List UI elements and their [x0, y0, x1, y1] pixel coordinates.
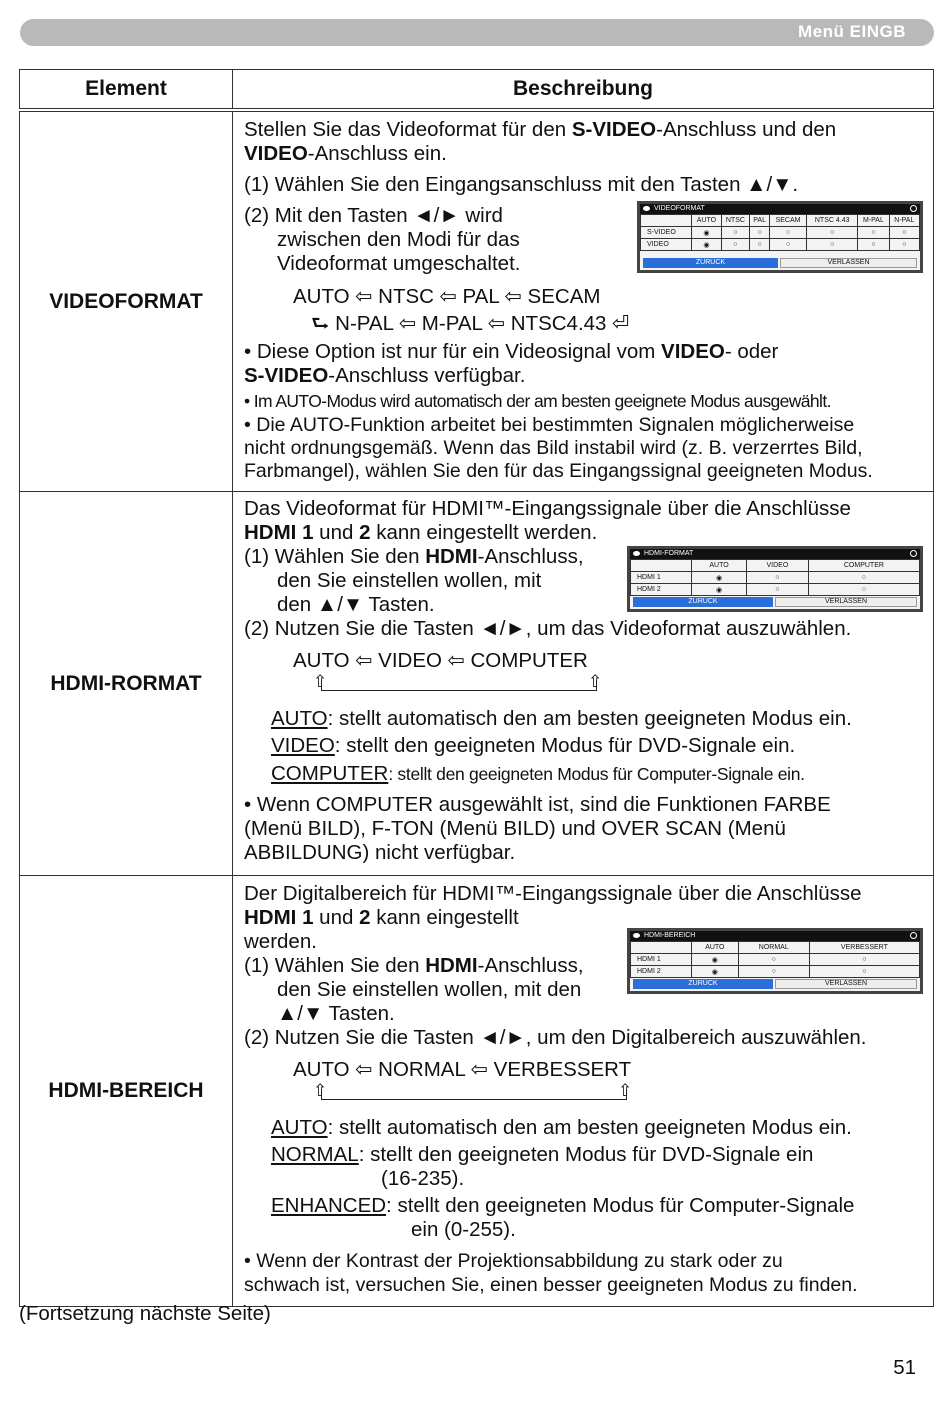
radio-icon[interactable]: ○ — [738, 954, 809, 966]
osd-row-label: S-VIDEO — [641, 227, 692, 239]
loop-arrow-up-icon: ⇧ — [313, 1081, 328, 1100]
definition-line: AUTO: stellt automatisch den am besten geeigneten Modus ein. — [271, 707, 852, 730]
osd-title: HDMI-BEREICH — [644, 932, 696, 939]
projector-icon — [633, 933, 640, 938]
radio-icon[interactable]: ○ — [807, 227, 858, 239]
osd-col: M-PAL — [858, 215, 889, 227]
osd-col: VERBESSERT — [809, 942, 919, 954]
osd-exit-button[interactable]: VERLASSEN — [775, 597, 917, 607]
settings-icon — [910, 932, 917, 939]
radio-icon[interactable]: ○ — [808, 572, 919, 584]
osd-title: HDMI-FORMAT — [644, 550, 694, 557]
desc-line: ▲/▼ Tasten. — [277, 1002, 395, 1025]
radio-icon[interactable]: ○ — [809, 966, 919, 978]
osd-grid — [630, 559, 920, 596]
desc-line: (2) Nutzen Sie die Tasten ◄/►, um das Videoformat auszuwählen. — [244, 617, 852, 640]
osd-back-button[interactable]: ZURÜCK — [633, 979, 773, 989]
radio-icon[interactable]: ○ — [858, 227, 889, 239]
osd-col: AUTO — [692, 942, 739, 954]
desc-line: • Diese Option ist nur für ein Videosignal vom VIDEO- oder — [244, 340, 779, 363]
desc-line: Der Digitalbereich für HDMI™-Eingangssignale über die Anschlüsse — [244, 882, 862, 905]
osd-col: AUTO — [692, 215, 721, 227]
loop-line — [321, 1089, 627, 1100]
osd-col: N-PAL — [889, 215, 919, 227]
osd-videoformat-menu — [637, 201, 923, 273]
desc-line: den ▲/▼ Tasten. — [277, 593, 435, 616]
desc-line: (2) Nutzen Sie die Tasten ◄/►, um den Digitalbereich auszuwählen. — [244, 1026, 867, 1049]
table-row — [20, 876, 934, 1307]
radio-icon[interactable]: ○ — [769, 239, 806, 251]
desc-line: schwach ist, versuchen Sie, einen besser geeigneten Modus zu finden. — [244, 1274, 858, 1296]
osd-exit-button[interactable]: VERLASSEN — [780, 258, 917, 268]
osd-col: PAL — [750, 215, 770, 227]
projector-icon — [633, 551, 640, 556]
mode-cycle: AUTO ⇦ NORMAL ⇦ VERBESSERT — [293, 1058, 632, 1081]
osd-back-button[interactable]: ZURÜCK — [633, 597, 773, 607]
desc-line: den Sie einstellen wollen, mit den — [277, 978, 582, 1001]
radio-selected-icon[interactable]: ◉ — [692, 966, 739, 978]
mode-cycle: AUTO ⇦ VIDEO ⇦ COMPUTER — [293, 649, 588, 672]
element-name: HDMI-BEREICH — [20, 876, 233, 1307]
desc-line: (1) Wählen Sie den HDMI-Anschluss, — [244, 954, 584, 977]
element-name: HDMI-RORMAT — [20, 492, 233, 876]
continued-note: (Fortsetzung nächste Seite) — [19, 1302, 271, 1325]
osd-title: VIDEOFORMAT — [654, 205, 705, 212]
radio-icon[interactable]: ○ — [889, 239, 919, 251]
loop-arrow-up-icon: ⇧ — [313, 672, 328, 691]
column-header-element: Element — [20, 70, 233, 111]
desc-line: (1) Wählen Sie den Eingangsanschluss mit den Tasten ▲/▼. — [244, 173, 799, 196]
radio-icon[interactable]: ○ — [721, 227, 750, 239]
osd-col: NTSC 4.43 — [807, 215, 858, 227]
settings-icon — [910, 550, 917, 557]
loop-arrow-up-icon: ⇧ — [618, 1081, 633, 1100]
definition-line: AUTO: stellt automatisch den am besten geeigneten Modus ein. — [271, 1116, 852, 1139]
osd-grid — [630, 941, 920, 978]
desc-line: Das Videoformat für HDMI™-Eingangssignale über die Anschlüsse — [244, 497, 851, 520]
loop-arrow-up-icon: ⇧ — [588, 672, 603, 691]
desc-line: werden. — [244, 930, 317, 953]
radio-icon[interactable]: ○ — [769, 227, 806, 239]
desc-line: Farbmangel), wählen Sie den für das Eingangssignal geeigneten Modus. — [244, 460, 873, 482]
definition-line: COMPUTER: stellt den geeigneten Modus für Computer-Signale ein. — [271, 762, 805, 785]
osd-exit-button[interactable]: VERLASSEN — [775, 979, 917, 989]
osd-row-label: VIDEO — [641, 239, 692, 251]
osd-col: VIDEO — [747, 560, 809, 572]
radio-icon[interactable]: ○ — [747, 572, 809, 584]
radio-icon[interactable]: ○ — [807, 239, 858, 251]
definition-line: ein (0-255). — [411, 1218, 516, 1241]
radio-icon[interactable]: ○ — [809, 954, 919, 966]
desc-line: HDMI 1 und 2 kann eingestellt werden. — [244, 521, 598, 544]
column-header-description: Beschreibung — [233, 70, 934, 111]
desc-line: (Menü BILD), F-TON (Menü BILD) und OVER SCAN (Menü — [244, 817, 786, 840]
radio-selected-icon[interactable]: ◉ — [692, 572, 747, 584]
page-number: 51 — [893, 1356, 916, 1379]
radio-icon[interactable]: ○ — [889, 227, 919, 239]
radio-icon[interactable]: ○ — [858, 239, 889, 251]
desc-line: • Im AUTO-Modus wird automatisch der am besten geeignete Modus ausgewählt. — [244, 391, 831, 411]
desc-line: zwischen den Modi für das — [277, 228, 520, 251]
desc-line: ABBILDUNG) nicht verfügbar. — [244, 841, 516, 864]
description-cell — [233, 492, 934, 876]
description-cell — [233, 876, 934, 1307]
desc-line: Stellen Sie das Videoformat für den S-VIDEO-Anschluss und den — [244, 118, 837, 141]
desc-line: • Die AUTO-Funktion arbeitet bei bestimmten Signalen möglicherweise — [244, 414, 855, 436]
radio-selected-icon[interactable]: ◉ — [692, 954, 739, 966]
osd-row-label: HDMI 1 — [631, 572, 692, 584]
osd-row-label: HDMI 2 — [631, 966, 692, 978]
desc-line: S-VIDEO-Anschluss verfügbar. — [244, 364, 526, 387]
desc-line: den Sie einstellen wollen, mit — [277, 569, 542, 592]
description-cell — [233, 110, 934, 492]
definition-line: VIDEO: stellt den geeigneten Modus für DVD-Signale ein. — [271, 734, 796, 757]
desc-line: • Wenn der Kontrast der Projektionsabbildung zu stark oder zu — [244, 1250, 783, 1272]
osd-hdmi-range-menu — [627, 928, 923, 994]
settings-icon — [910, 205, 917, 212]
osd-col: AUTO — [692, 560, 747, 572]
desc-line: HDMI 1 und 2 kann eingestellt — [244, 906, 519, 929]
desc-line: • Wenn COMPUTER ausgewählt ist, sind die Funktionen FARBE — [244, 793, 831, 816]
osd-col: COMPUTER — [808, 560, 919, 572]
osd-grid — [640, 214, 920, 251]
osd-col: NORMAL — [738, 942, 809, 954]
menu-table — [19, 69, 934, 1307]
table-row — [20, 492, 934, 876]
osd-col: SECAM — [769, 215, 806, 227]
mode-cycle: AUTO ⇦ NTSC ⇦ PAL ⇦ SECAM — [293, 285, 601, 308]
loop-line — [321, 680, 597, 691]
osd-row-label: HDMI 1 — [631, 954, 692, 966]
desc-line: (1) Wählen Sie den HDMI-Anschluss, — [244, 545, 584, 568]
osd-back-button[interactable]: ZURÜCK — [643, 258, 778, 268]
radio-selected-icon[interactable]: ◉ — [692, 239, 721, 251]
desc-line: Videoformat umgeschaltet. — [277, 252, 521, 275]
osd-col: NTSC — [721, 215, 750, 227]
radio-icon[interactable]: ○ — [747, 584, 809, 596]
mode-cycle: ⮑ N-PAL ⇦ M-PAL ⇦ NTSC4.43 ⏎ — [311, 312, 630, 335]
desc-line: (2) Mit den Tasten ◄/► wird — [244, 204, 503, 227]
projector-icon — [643, 206, 650, 211]
radio-icon[interactable]: ○ — [738, 966, 809, 978]
element-name: VIDEOFORMAT — [20, 110, 233, 492]
radio-icon[interactable]: ○ — [808, 584, 919, 596]
radio-icon[interactable]: ○ — [721, 239, 750, 251]
table-row — [20, 110, 934, 492]
desc-line: nicht ordnungsgemäß. Wenn das Bild instabil wird (z. B. verzerrtes Bild, — [244, 437, 863, 459]
radio-selected-icon[interactable]: ◉ — [692, 584, 747, 596]
radio-selected-icon[interactable]: ◉ — [692, 227, 721, 239]
desc-line: VIDEO-Anschluss ein. — [244, 142, 447, 165]
definition-line: NORMAL: stellt den geeigneten Modus für DVD-Signale ein — [271, 1143, 814, 1166]
radio-icon[interactable]: ○ — [750, 227, 770, 239]
definition-line: ENHANCED: stellt den geeigneten Modus für Computer-Signale — [271, 1194, 855, 1217]
definition-line: (16-235). — [381, 1167, 465, 1190]
osd-row-label: HDMI 2 — [631, 584, 692, 596]
section-header-bar — [20, 19, 934, 46]
osd-hdmi-format-menu — [627, 546, 923, 612]
radio-icon[interactable]: ○ — [750, 239, 770, 251]
section-title: Menü EINGB — [798, 22, 906, 41]
